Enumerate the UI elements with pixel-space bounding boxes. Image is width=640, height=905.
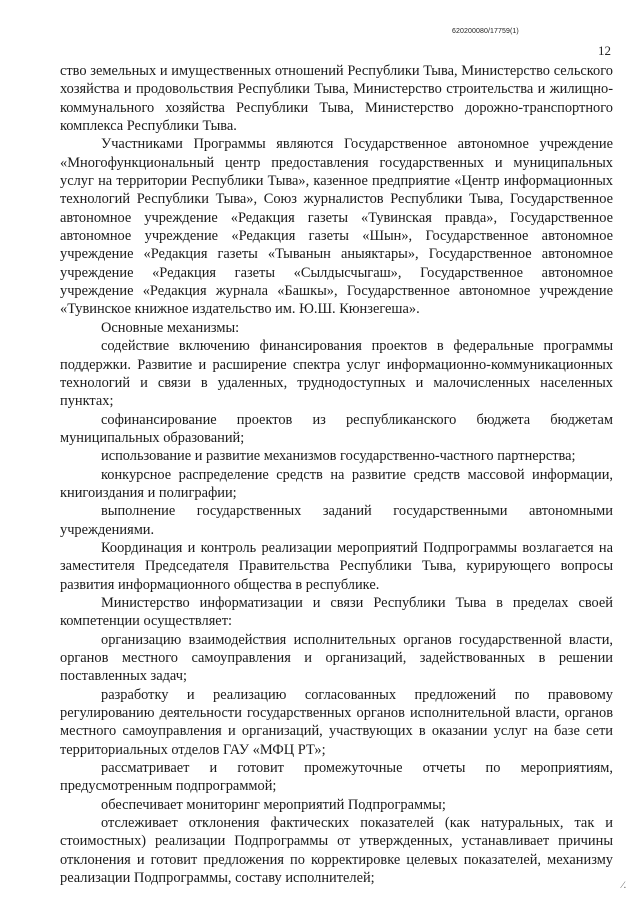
paragraph: использование и развитие механизмов государственно-частного партнерства; [101,448,576,465]
paragraph: отслеживает отклонения фактических показателей (как натуральных, так и стоимостных) реализации Подпрограммы от утвержденных, устанавливает причины отклонения и готовит предложения по корректировке целевых показателей, механизму реализации Подпрограммы, составу исполнителей; [60,815,613,887]
paragraph: выполнение государственных заданий государственными автономными учреждениями. [60,503,613,538]
paragraph: софинансирование проектов из республиканского бюджета бюджетам муниципальных образований; [60,411,613,446]
paragraph: Основные механизмы: [101,319,240,336]
corner-mark: ∕. [622,880,627,891]
paragraph: Координация и контроль реализации мероприятий Подпрограммы возлагается на заместителя Председателя Правительства Республики Тыва, курирующего вопросы развития информационного общества в республике. [60,539,613,593]
paragraph: рассматривает и готовит промежуточные отчеты по мероприятиям, предусмотренным подпрограммой; [60,760,613,795]
paragraph: содействие включению финансирования проектов в федеральные программы поддержки. Развитие и расширение спектра услуг информационно-коммуникационных технологий и связи в удаленных, труднодоступных и малочисленных населенных пунктах; [60,338,613,410]
paragraph: организацию взаимодействия исполнительных органов государственной власти, органов местного самоуправления и организаций, задействованных в решении поставленных задач; [60,631,613,685]
paragraph: Министерство информатизации и связи Республики Тыва в пределах своей компетенции осуществляет: [60,594,613,630]
paragraph: ство земельных и имущественных отношений Республики Тыва, Министерство сельского хозяйства и продовольствия Республики Тыва, Министерство строительства и жилищно-коммунального хозяйства Республики Тыва, Министерство дорожно-транспортного комплекса Республики Тыва. [60,63,613,135]
document-body [60,62,613,887]
paragraph: конкурсное распределение средств на развитие средств массовой информации, книгоиздания и полиграфии; [60,466,613,501]
paragraph: разработку и реализацию согласованных предложений по правовому регулированию деятельности государственных органов исполнительной власти, органов местного самоуправления и организаций, участвующих в оказании услуг на базе сети территориальных отделов ГАУ «МФЦ РТ»; [60,686,613,758]
paragraph: Участниками Программы являются Государственное автономное учреждение «Многофункциональный центр предоставления государственных и муниципальных услуг на территории Республики Тыва», казенное предприятие «Центр информационных технологий Республики Тыва», Союз журналистов Республики Тыва, Государственное автономное учреждение «Редакция газеты «Тувинская правда», Государственное автономное учреждение «Редакция газеты «Шын», Государственное автономное учреждение «Редакция газеты «Тыванын аныяктары», Государственное автономное учреждение «Редакция газеты «Сылдысчыгаш», Государственное автономное учреждение «Редакция журнала «Башкы», Государственное автономное учреждение «Тувинское книжное издательство им. Ю.Ш. Кюнзегеша». [60,136,613,318]
document-id: 620200080/17759(1) [452,28,519,35]
page-number: 12 [598,43,611,58]
paragraph: обеспечивает мониторинг мероприятий Подпрограммы; [101,796,446,813]
